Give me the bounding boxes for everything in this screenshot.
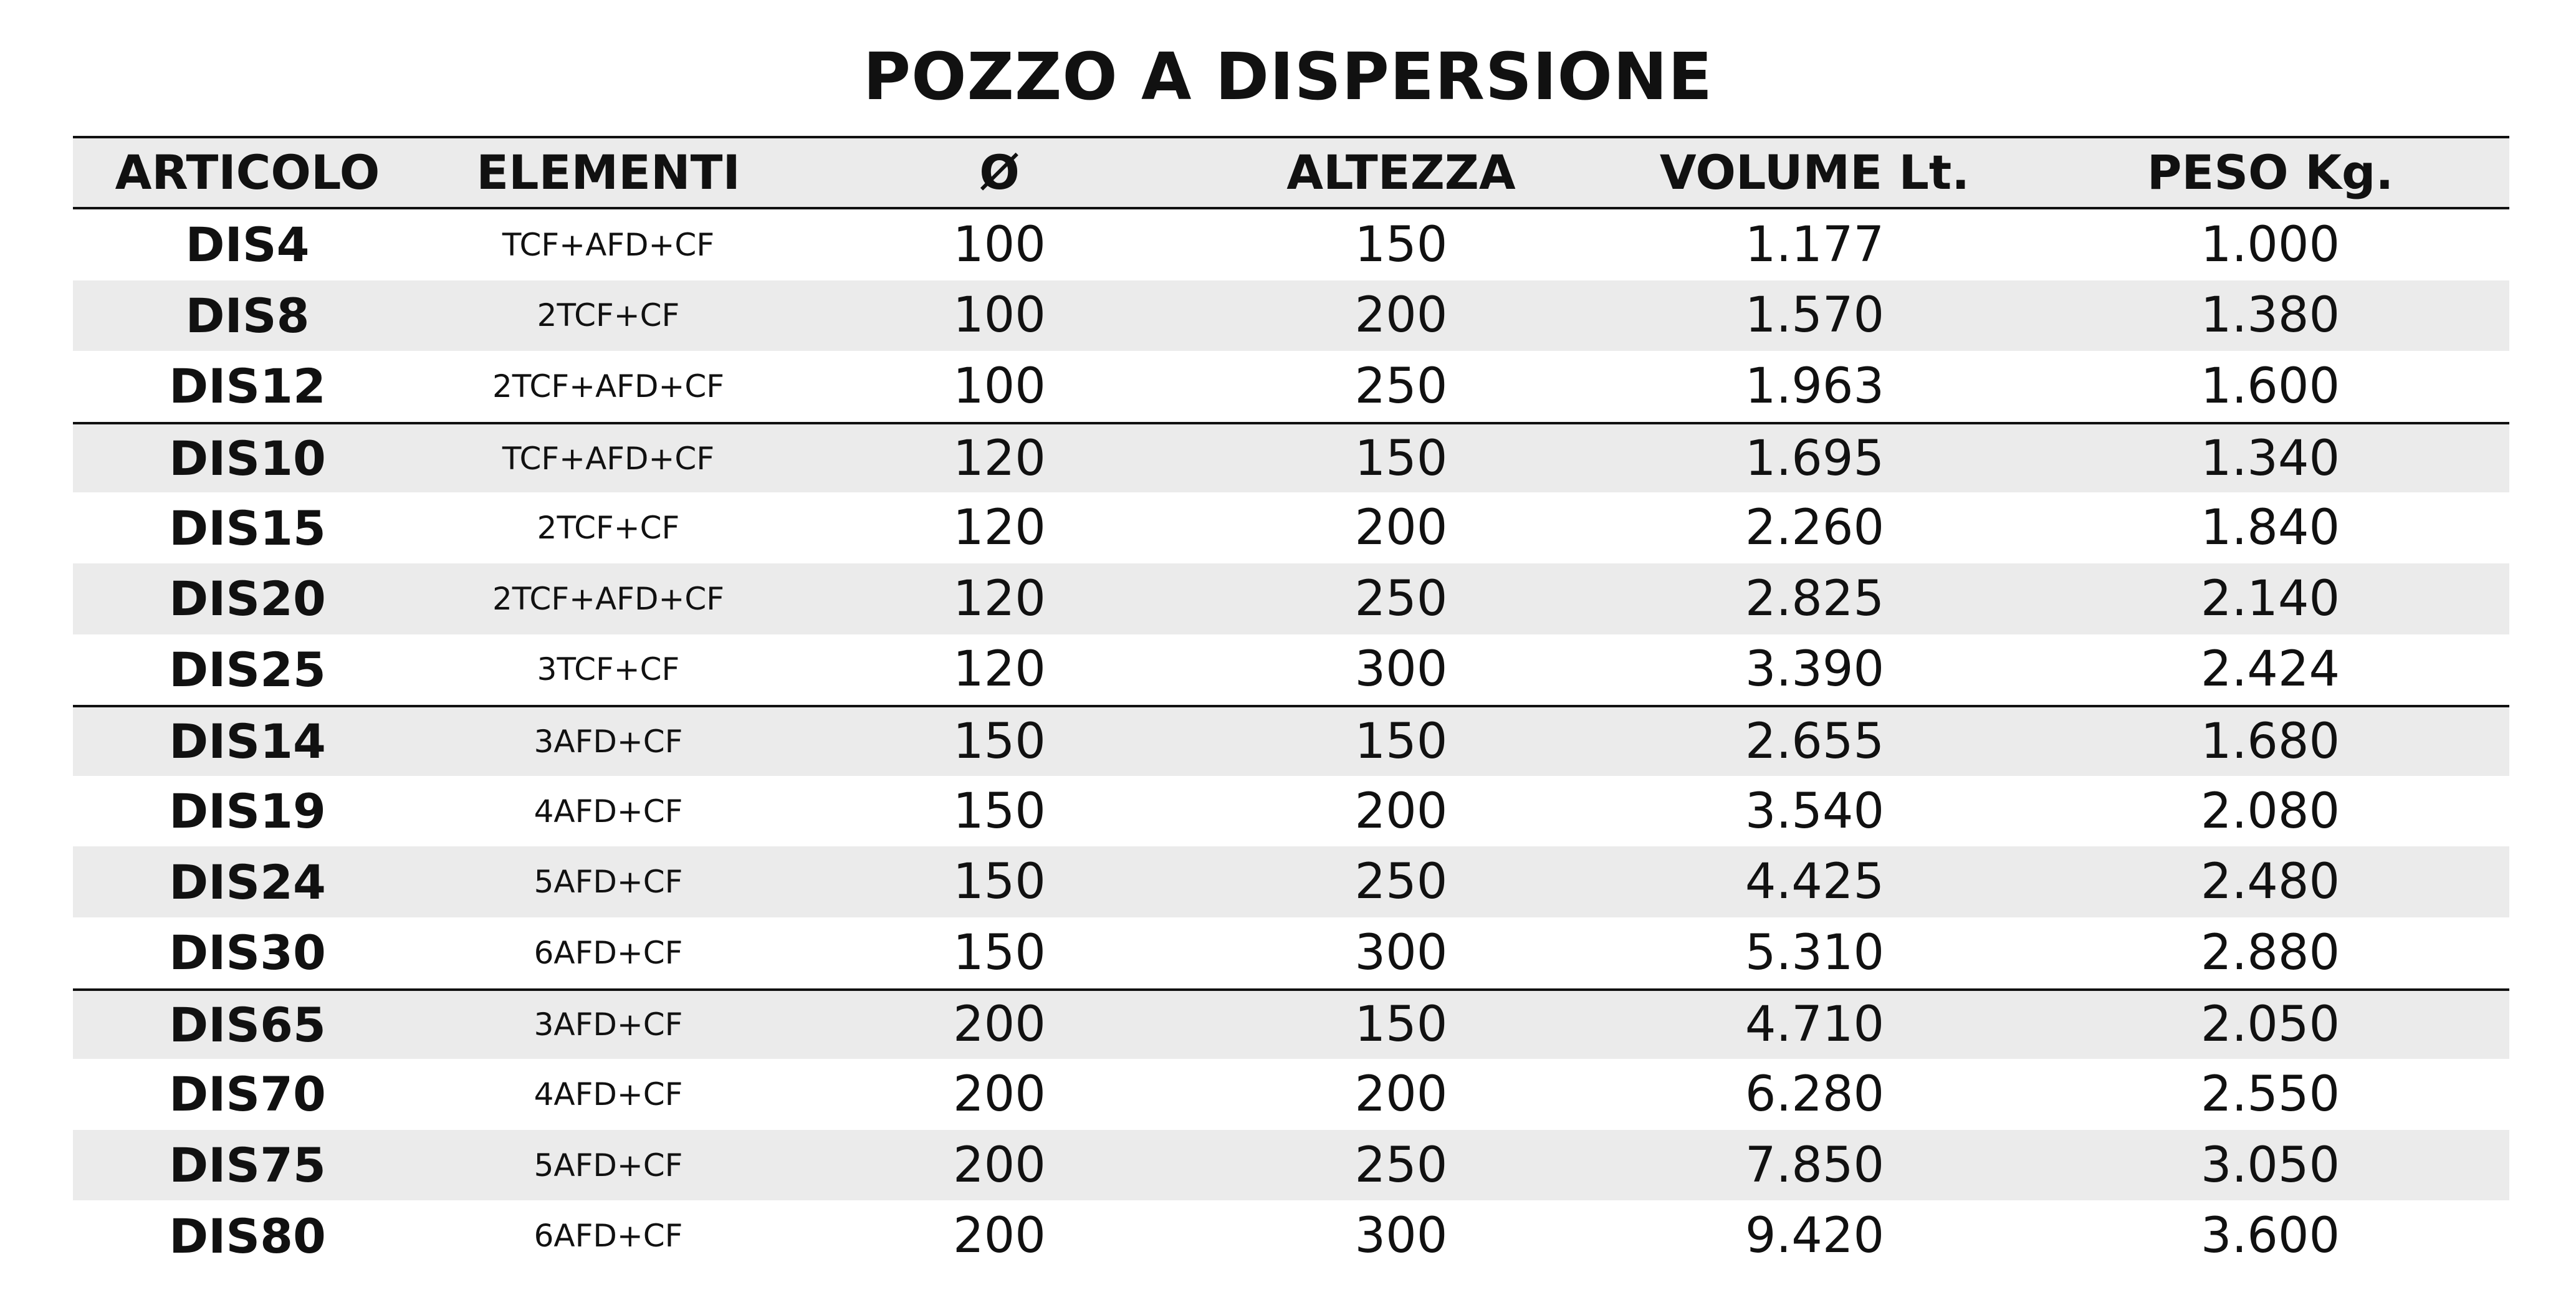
cell-peso: 1.340 xyxy=(2200,430,2340,487)
cell-volume: 2.260 xyxy=(1745,500,1885,557)
cell-volume: 3.390 xyxy=(1745,641,1885,698)
table-row xyxy=(73,280,2509,351)
table-row xyxy=(73,422,2509,493)
cell-elementi: 4AFD+CF xyxy=(534,793,683,830)
cell-elementi: 2TCF+CF xyxy=(537,297,680,334)
cell-elementi: 4AFD+CF xyxy=(534,1076,683,1112)
header-diametro: Ø xyxy=(979,145,1020,200)
cell-altezza: 200 xyxy=(1354,287,1448,344)
cell-volume: 4.710 xyxy=(1745,997,1885,1053)
cell-elementi: 2TCF+AFD+CF xyxy=(492,580,725,617)
cell-altezza: 250 xyxy=(1354,1137,1448,1193)
cell-altezza: 250 xyxy=(1354,854,1448,911)
cell-peso: 2.050 xyxy=(2200,997,2340,1053)
cell-peso: 2.080 xyxy=(2200,783,2340,839)
table-row xyxy=(73,209,2509,280)
cell-volume: 9.420 xyxy=(1745,1208,1885,1265)
cell-volume: 1.570 xyxy=(1745,287,1885,344)
cell-articolo: DIS30 xyxy=(169,925,326,981)
table-body xyxy=(73,209,2509,1271)
cell-peso: 1.380 xyxy=(2200,287,2340,344)
header-elementi: ELEMENTI xyxy=(476,145,740,200)
cell-diametro: 100 xyxy=(953,358,1046,414)
cell-volume: 3.540 xyxy=(1745,783,1885,839)
cell-peso: 1.600 xyxy=(2200,358,2340,414)
cell-altezza: 200 xyxy=(1354,1066,1448,1122)
cell-elementi: 3AFD+CF xyxy=(534,723,683,760)
cell-articolo: DIS65 xyxy=(169,997,326,1053)
cell-elementi: 6AFD+CF xyxy=(534,934,683,971)
cell-altezza: 150 xyxy=(1354,216,1448,273)
cell-elementi: TCF+AFD+CF xyxy=(502,226,715,263)
cell-altezza: 200 xyxy=(1354,783,1448,839)
cell-diametro: 150 xyxy=(953,924,1046,981)
cell-elementi: 5AFD+CF xyxy=(534,864,683,901)
cell-diametro: 200 xyxy=(953,1208,1046,1265)
cell-altezza: 150 xyxy=(1354,430,1448,487)
cell-volume: 1.695 xyxy=(1745,430,1885,487)
cell-peso: 1.680 xyxy=(2200,713,2340,770)
cell-articolo: DIS14 xyxy=(169,714,326,770)
cell-altezza: 150 xyxy=(1354,997,1448,1053)
cell-peso: 2.480 xyxy=(2200,854,2340,911)
cell-diametro: 120 xyxy=(953,570,1046,627)
cell-diametro: 150 xyxy=(953,854,1046,911)
page-title: POZZO A DISPERSIONE xyxy=(863,39,1713,115)
header-altezza: ALTEZZA xyxy=(1286,145,1516,200)
cell-elementi: 2TCF+AFD+CF xyxy=(492,368,725,404)
cell-elementi: 2TCF+CF xyxy=(537,510,680,547)
cell-volume: 5.310 xyxy=(1745,924,1885,981)
cell-diametro: 200 xyxy=(953,1066,1046,1122)
cell-volume: 1.963 xyxy=(1745,358,1885,414)
cell-peso: 3.050 xyxy=(2200,1137,2340,1193)
cell-articolo: DIS20 xyxy=(169,571,326,627)
cell-articolo: DIS70 xyxy=(169,1066,326,1122)
header-peso: PESO Kg. xyxy=(2147,145,2394,200)
cell-altezza: 150 xyxy=(1354,713,1448,770)
product-table xyxy=(73,136,2509,1271)
table-row xyxy=(73,634,2509,705)
cell-elementi: TCF+AFD+CF xyxy=(502,440,715,477)
cell-volume: 2.655 xyxy=(1745,713,1885,770)
cell-peso: 2.140 xyxy=(2200,570,2340,627)
cell-volume: 2.825 xyxy=(1745,570,1885,627)
cell-altezza: 300 xyxy=(1354,924,1448,981)
cell-peso: 2.424 xyxy=(2200,641,2340,698)
table-row xyxy=(73,563,2509,634)
table-row xyxy=(73,988,2509,1059)
cell-peso: 1.000 xyxy=(2200,216,2340,273)
cell-altezza: 300 xyxy=(1354,1208,1448,1265)
cell-volume: 6.280 xyxy=(1745,1066,1885,1122)
table-row xyxy=(73,1130,2509,1201)
cell-diametro: 120 xyxy=(953,641,1046,698)
cell-articolo: DIS24 xyxy=(169,854,326,910)
table-row xyxy=(73,917,2509,988)
cell-peso: 3.600 xyxy=(2200,1208,2340,1265)
cell-volume: 1.177 xyxy=(1745,216,1885,273)
cell-altezza: 200 xyxy=(1354,500,1448,557)
cell-peso: 2.550 xyxy=(2200,1066,2340,1122)
cell-diametro: 100 xyxy=(953,287,1046,344)
cell-articolo: DIS75 xyxy=(169,1137,326,1193)
header-articolo: ARTICOLO xyxy=(115,145,380,200)
cell-elementi: 5AFD+CF xyxy=(534,1147,683,1184)
table-row xyxy=(73,705,2509,776)
cell-altezza: 300 xyxy=(1354,641,1448,698)
cell-articolo: DIS25 xyxy=(169,641,326,697)
cell-articolo: DIS4 xyxy=(185,217,310,273)
cell-diametro: 200 xyxy=(953,997,1046,1053)
cell-articolo: DIS10 xyxy=(169,431,326,487)
cell-articolo: DIS15 xyxy=(169,500,326,556)
cell-diametro: 100 xyxy=(953,216,1046,273)
cell-peso: 1.840 xyxy=(2200,500,2340,557)
table-row xyxy=(73,1059,2509,1130)
cell-diametro: 120 xyxy=(953,430,1046,487)
cell-articolo: DIS8 xyxy=(185,287,310,343)
cell-volume: 4.425 xyxy=(1745,854,1885,911)
cell-elementi: 3AFD+CF xyxy=(534,1007,683,1043)
cell-diametro: 200 xyxy=(953,1137,1046,1193)
header-volume: VOLUME Lt. xyxy=(1659,145,1970,200)
cell-volume: 7.850 xyxy=(1745,1137,1885,1193)
cell-articolo: DIS12 xyxy=(169,358,326,414)
cell-diametro: 150 xyxy=(953,713,1046,770)
table-row xyxy=(73,492,2509,563)
cell-peso: 2.880 xyxy=(2200,924,2340,981)
cell-diametro: 120 xyxy=(953,500,1046,557)
cell-articolo: DIS80 xyxy=(169,1208,326,1264)
cell-diametro: 150 xyxy=(953,783,1046,839)
cell-elementi: 6AFD+CF xyxy=(534,1218,683,1255)
cell-altezza: 250 xyxy=(1354,570,1448,627)
table-row xyxy=(73,1200,2509,1271)
cell-articolo: DIS19 xyxy=(169,783,326,839)
table-row xyxy=(73,846,2509,917)
table-row xyxy=(73,351,2509,422)
table-row xyxy=(73,776,2509,847)
cell-altezza: 250 xyxy=(1354,358,1448,414)
cell-elementi: 3TCF+CF xyxy=(537,651,680,688)
table-header-row xyxy=(73,136,2509,209)
